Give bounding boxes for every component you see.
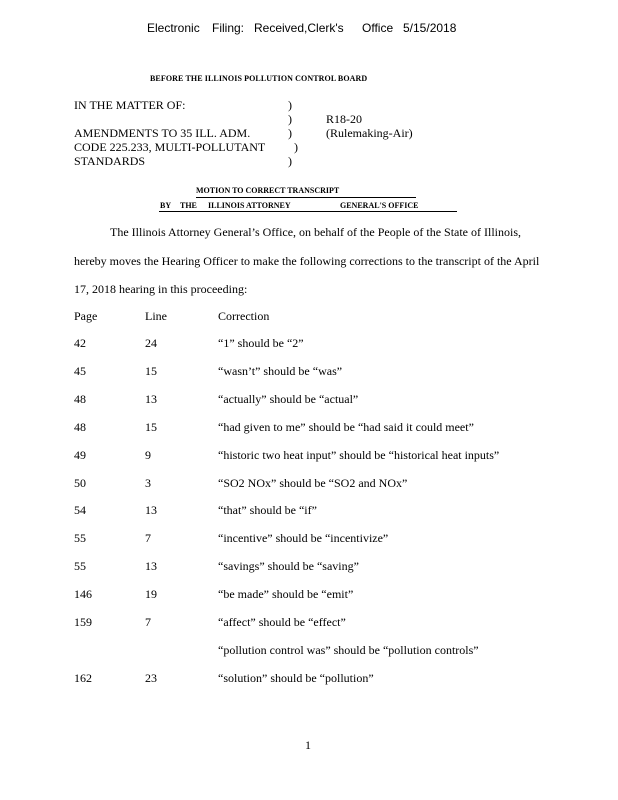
cell-correction: “SO2 NOx” should be “SO2 and NOx” <box>218 476 408 490</box>
column-header-line: Line <box>145 309 167 323</box>
cell-page: 45 <box>74 364 86 378</box>
docket-type: (Rulemaking-Air) <box>326 126 413 140</box>
cell-line: 15 <box>145 420 157 434</box>
motion-by-underline <box>159 211 457 212</box>
header-received: Received,Clerk's <box>254 21 344 35</box>
motion-by: BY <box>160 201 172 210</box>
cell-line: 13 <box>145 392 157 406</box>
cell-page: 48 <box>74 420 86 434</box>
cell-page: 48 <box>74 392 86 406</box>
motion-title: MOTION TO CORRECT TRANSCRIPT <box>196 186 340 195</box>
motion-office-name: ILLINOIS ATTORNEY <box>208 201 291 210</box>
column-header-correction: Correction <box>218 309 270 323</box>
cell-line: 13 <box>145 559 157 573</box>
cell-page: 50 <box>74 476 86 490</box>
cell-correction: “that” should be “if” <box>218 503 317 517</box>
cell-page: 49 <box>74 448 86 462</box>
caption-paren: ) <box>288 112 292 126</box>
cell-page: 146 <box>74 587 92 601</box>
header-office: Office <box>362 21 394 35</box>
cell-correction: “1” should be “2” <box>218 336 304 350</box>
body-line: hereby moves the Hearing Officer to make the following corrections to the transcript of the April <box>74 254 540 268</box>
page-number: 1 <box>305 738 311 752</box>
body-line: 17, 2018 hearing in this proceeding: <box>74 282 248 296</box>
cell-correction: “incentive” should be “incentivize” <box>218 531 389 545</box>
body-line: The Illinois Attorney General’s Office, on behalf of the People of the State of Illinois, <box>110 225 522 239</box>
motion-title-underline <box>196 197 416 198</box>
cell-correction: “savings” should be “saving” <box>218 559 359 573</box>
cell-line: 3 <box>145 476 151 490</box>
cell-correction: “actually” should be “actual” <box>218 392 359 406</box>
caption-left-line: IN THE MATTER OF: <box>74 98 186 112</box>
cell-page: 159 <box>74 615 92 629</box>
header-electronic: Electronic <box>147 21 200 35</box>
caption-paren: ) <box>288 126 292 140</box>
column-header-page: Page <box>74 309 98 323</box>
cell-page: 54 <box>74 503 86 517</box>
board-title: BEFORE THE ILLINOIS POLLUTION CONTROL BOARD <box>150 74 368 83</box>
motion-office-suffix: GENERAL'S OFFICE <box>340 201 419 210</box>
caption-paren: ) <box>288 98 292 112</box>
cell-line: 9 <box>145 448 151 462</box>
caption-left-line: STANDARDS <box>74 154 146 168</box>
cell-page: 55 <box>74 531 86 545</box>
caption-paren: ) <box>288 154 292 168</box>
cell-correction: “solution” should be “pollution” <box>218 671 374 685</box>
cell-page: 162 <box>74 671 92 685</box>
cell-correction: “wasn’t” should be “was” <box>218 364 343 378</box>
motion-the: THE <box>180 201 197 210</box>
cell-line: 19 <box>145 587 157 601</box>
cell-line: 13 <box>145 503 157 517</box>
docket-number: R18-20 <box>326 112 362 126</box>
cell-line: 7 <box>145 531 151 545</box>
caption-paren: ) <box>294 140 298 154</box>
header-date: 5/15/2018 <box>403 21 457 35</box>
cell-correction: “had given to me” should be “had said it could meet” <box>218 420 474 434</box>
cell-line: 15 <box>145 364 157 378</box>
caption-left-line: AMENDMENTS TO 35 ILL. ADM. <box>74 126 251 140</box>
cell-line: 23 <box>145 671 157 685</box>
caption-left-line: CODE 225.233, MULTI-POLLUTANT <box>74 140 266 154</box>
cell-page: 55 <box>74 559 86 573</box>
header-filing: Filing: <box>212 21 245 35</box>
cell-correction: “historic two heat input” should be “historical heat inputs” <box>218 448 500 462</box>
cell-page: 42 <box>74 336 86 350</box>
cell-line: 7 <box>145 615 151 629</box>
cell-correction: “pollution control was” should be “pollution controls” <box>218 643 479 657</box>
cell-correction: “be made” should be “emit” <box>218 587 354 601</box>
cell-correction: “affect” should be “effect” <box>218 615 346 629</box>
cell-line: 24 <box>145 336 157 350</box>
